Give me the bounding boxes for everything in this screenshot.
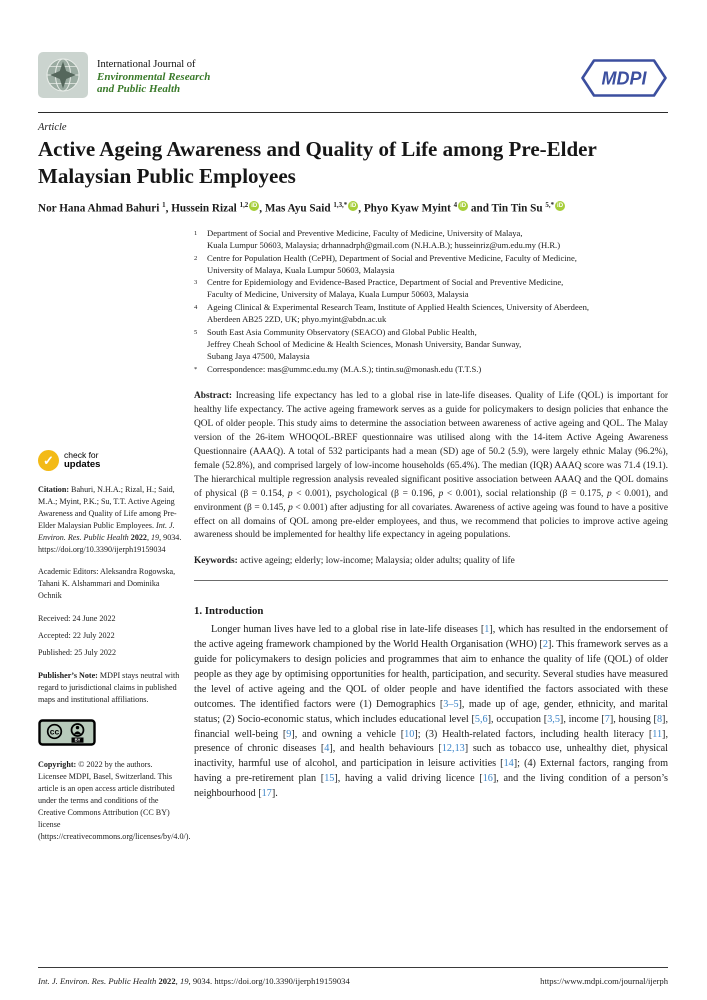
publishers-note: Publisher’s Note: MDPI stays neutral with regard to jurisdictional claims in published maps and institutional affiliations.	[38, 670, 180, 704]
article-type-label: Article	[38, 122, 67, 133]
footer-journal-url[interactable]: https://www.mdpi.com/journal/ijerph	[540, 976, 668, 986]
correspondence-item	[194, 364, 668, 376]
author-list: Nor Hana Ahmad Bahuri $^1$, Hussein Rizal $^{1,2}$ iD , Mas Ayu Said $^{1,3,*}$ iD , Phyo Kyaw Myint $^4$ iD and Tin Tin Su $^{5,*}$ iD	[38, 201, 564, 216]
left-margin-column	[38, 228, 191, 853]
citation-ref[interactable]: 14	[503, 758, 514, 770]
affiliation-marker: 2	[194, 254, 198, 262]
accepted-date: Accepted: 22 July 2022	[38, 630, 115, 640]
citation-ref[interactable]: 1	[484, 624, 490, 636]
affiliation-item	[194, 277, 668, 301]
content-columns	[38, 228, 668, 853]
citation-ref[interactable]: 4	[324, 743, 330, 755]
orcid-icon[interactable]: iD	[460, 203, 467, 210]
mdpi-logo-text: MDPI	[601, 68, 647, 88]
check-for-updates-badge[interactable]	[38, 450, 182, 471]
introduction-heading: 1. Introduction	[194, 605, 264, 618]
check-icon: ✓	[38, 450, 59, 471]
citation-block: Citation: Bahuri, N.H.A.; Rizal, H.; Said, M.A.; Myint, P.K.; Su, T.T. Active Ageing Awareness and Quality of Life among Pre-Elder Malaysian Public Employees. Int. J. Environ. Res. Public Health 2022, 19, 9034. https://doi.org/10.3390/ijerph19159034	[38, 485, 182, 554]
affiliation-text: Centre for Epidemiology and Evidence-Based Practice, Department of Social and Preventive Medicine, Faculty of Medicine, University of Malaya, Kuala Lumpur 50603, Malaysia	[207, 277, 564, 300]
citation-ref[interactable]: 5,6	[474, 713, 488, 725]
introduction-paragraph: Longer human lives have led to a global rise in late-life diseases [1], which has resulted in the endorsement of the active ageing framework championed by the World Health Organisation (WHO) [2]. This framework serves as a guide for policymakers to design policies and programmes that aim to enhance the quality of life (QOL) of older people as they age by optimising opportunities for health, participation, and security. Several studies have measured the level of active ageing and the QOL of older people and have identified the factors associated with these outcomes. The identified factors were (1) Demographics [3–5], made up of age, gender, ethnicity, and marital status; (2) Socio-economic status, which includes educational level [5,6], occupation [3,5], income [7], housing [8], financial well-being [9], and owning a vehicle [10]; (3) Health-related factors, including health literacy [11], presence of chronic diseases [4], and health behaviours [12,13] such as tobacco use, unhealthy diet, physical inactivity, harmful use of alcohol, and participation in leisure activities [14]; (4) External factors, ranging from having a pre-retirement plan [15], having a valid driving licence [16], and the living condition of a person’s neighbourhood [17].	[194, 624, 668, 800]
received-date: Received: 24 June 2022	[38, 614, 116, 624]
citation-ref[interactable]: 7	[604, 713, 610, 725]
title-line1: Active Ageing Awareness and Quality of Life among Pre-Elder	[38, 137, 597, 161]
main-column	[194, 228, 668, 853]
section-divider	[194, 580, 668, 581]
citation-ref[interactable]: 3–5	[443, 698, 459, 710]
journal-name-line2: Environmental Research	[97, 71, 211, 84]
affiliation-item	[194, 327, 668, 363]
journal-name	[97, 59, 210, 95]
citation-ref[interactable]: 12,13	[441, 743, 465, 755]
affiliation-marker: 1	[194, 230, 198, 238]
affiliation-text: Department of Social and Preventive Medicine, Faculty of Medicine, University of Malaya, Kuala Lumpur 50603, Malaysia; drhannadrph@gmail.com (N.H.A.B.); husseinriz@um.edu.my (H.R.)	[207, 228, 561, 250]
affiliation-item	[194, 228, 668, 252]
journal-brand	[38, 52, 210, 103]
check-badge-label	[64, 451, 100, 470]
journal-name-line3: and Public Health	[97, 83, 181, 96]
affiliation-marker: 4	[194, 304, 198, 312]
citation-ref[interactable]: 11	[652, 728, 663, 740]
cc-icon: cc	[49, 726, 60, 737]
journal-header	[38, 52, 668, 113]
correspondence-marker: *	[194, 365, 198, 373]
affiliation-item	[194, 253, 668, 277]
affiliation-text: Centre for Population Health (CePH), Department of Social and Preventive Medicine, Faculty of Medicine, University of Malaya, Kuala Lumpur 50603, Malaysia	[207, 252, 577, 275]
page-footer	[38, 967, 668, 986]
abstract: Abstract: Increasing life expectancy has led to a global rise in late-life diseases. Quality of Life (QOL) is important for healthy life expectancy. The active ageing framework serves as a guide for policymakers to design policies that enhance the QOL of older people. This study aims to determine the association between awareness of active ageing and QOL. The Malay version of the 26-item WHOQOL-BREF questionnaire was utilised along with the 14-item Active Ageing Awareness Questionnaire (AAAQ). A total of 532 participants had a mean (SD) age of 50.2 (5.9), were largely ethnic Malay (96.2%), female (52.8%), and comprised largely of low-income households (65.4%). The median (IQR) AAAQ score was 71.4 (19.1). The hierarchical multiple regression analysis revealed significant positive association between AAAQ and the QOL domains of physical (β = 0.154, p < 0.001), psychological (β = 0.196, p < 0.001), social relationship (β = 0.175, p < 0.001), and environment (β = 0.145, p < 0.001) after adjusting for all covariates. Awareness of active ageing was found to have a positive effect on all domains of QOL among pre-elder employees, and thus, we recommend that policies to improve active ageing awareness should be implemented for healthy life expectancy in ageing populations.	[194, 391, 668, 541]
affiliation-marker: 5	[194, 328, 198, 336]
article-history	[38, 613, 182, 659]
academic-editors: Academic Editors: Aleksandra Rogowska, Tahani K. Alshammari and Dominika Ochnik	[38, 567, 176, 601]
check-badge-line2: updates	[64, 459, 101, 471]
citation-ref[interactable]: 17	[261, 788, 272, 800]
cc-by-license-badge[interactable]	[38, 719, 182, 750]
affiliation-list	[194, 228, 668, 375]
journal-name-line1: International Journal of	[97, 59, 196, 71]
orcid-icon[interactable]: iD	[557, 203, 564, 210]
citation-ref[interactable]: 16	[482, 773, 493, 785]
published-date: Published: 25 July 2022	[38, 647, 117, 657]
affiliation-marker: 3	[194, 279, 198, 287]
affiliation-text: South East Asia Community Observatory (SEACO) and Global Public Health, Jeffrey Cheah School of Medicine & Health Sciences, Monash University, Bandar Sunway, Subang Jaya 47500, Malaysia	[207, 326, 522, 361]
check-badge-line1: check for	[64, 450, 99, 461]
correspondence-text: Correspondence: mas@ummc.edu.my (M.A.S.); tintin.su@monash.edu (T.T.S.)	[207, 363, 482, 374]
citation-ref[interactable]: 9	[286, 728, 292, 740]
copyright-notice: Copyright: © 2022 by the authors. Licensee MDPI, Basel, Switzerland. This article is an open access article distributed under the terms and conditions of the Creative Commons Attribution (CC BY) license (https://creativecommons.org/licenses/by/4.0/).	[38, 760, 191, 841]
footer-citation: Int. J. Environ. Res. Public Health 2022, 19, 9034. https://doi.org/10.3390/ijerph19159034	[38, 976, 350, 986]
affiliation-text: Ageing Clinical & Experimental Research Team, Institute of Applied Health Sciences, University of Aberdeen, Aberdeen AB25 2ZD, UK; phyo.myint@abdn.ac.uk	[207, 302, 590, 325]
title-line2: Malaysian Public Employees	[38, 163, 296, 188]
citation-ref[interactable]: 15	[324, 773, 335, 785]
citation-ref[interactable]: 3,5	[547, 713, 560, 725]
page-title	[38, 136, 668, 189]
orcid-icon[interactable]: iD	[350, 203, 357, 210]
affiliation-item	[194, 302, 668, 326]
citation-ref[interactable]: 2	[542, 639, 548, 651]
journal-globe-icon	[38, 52, 88, 103]
keywords: Keywords: active ageing; elderly; low-income; Malaysia; older adults; quality of life	[194, 556, 515, 567]
citation-ref[interactable]: 10	[404, 728, 415, 740]
cc-by-icon: BY	[74, 738, 81, 744]
citation-ref[interactable]: 8	[656, 713, 663, 725]
orcid-icon[interactable]: iD	[251, 203, 258, 210]
mdpi-logo[interactable]	[580, 58, 668, 98]
